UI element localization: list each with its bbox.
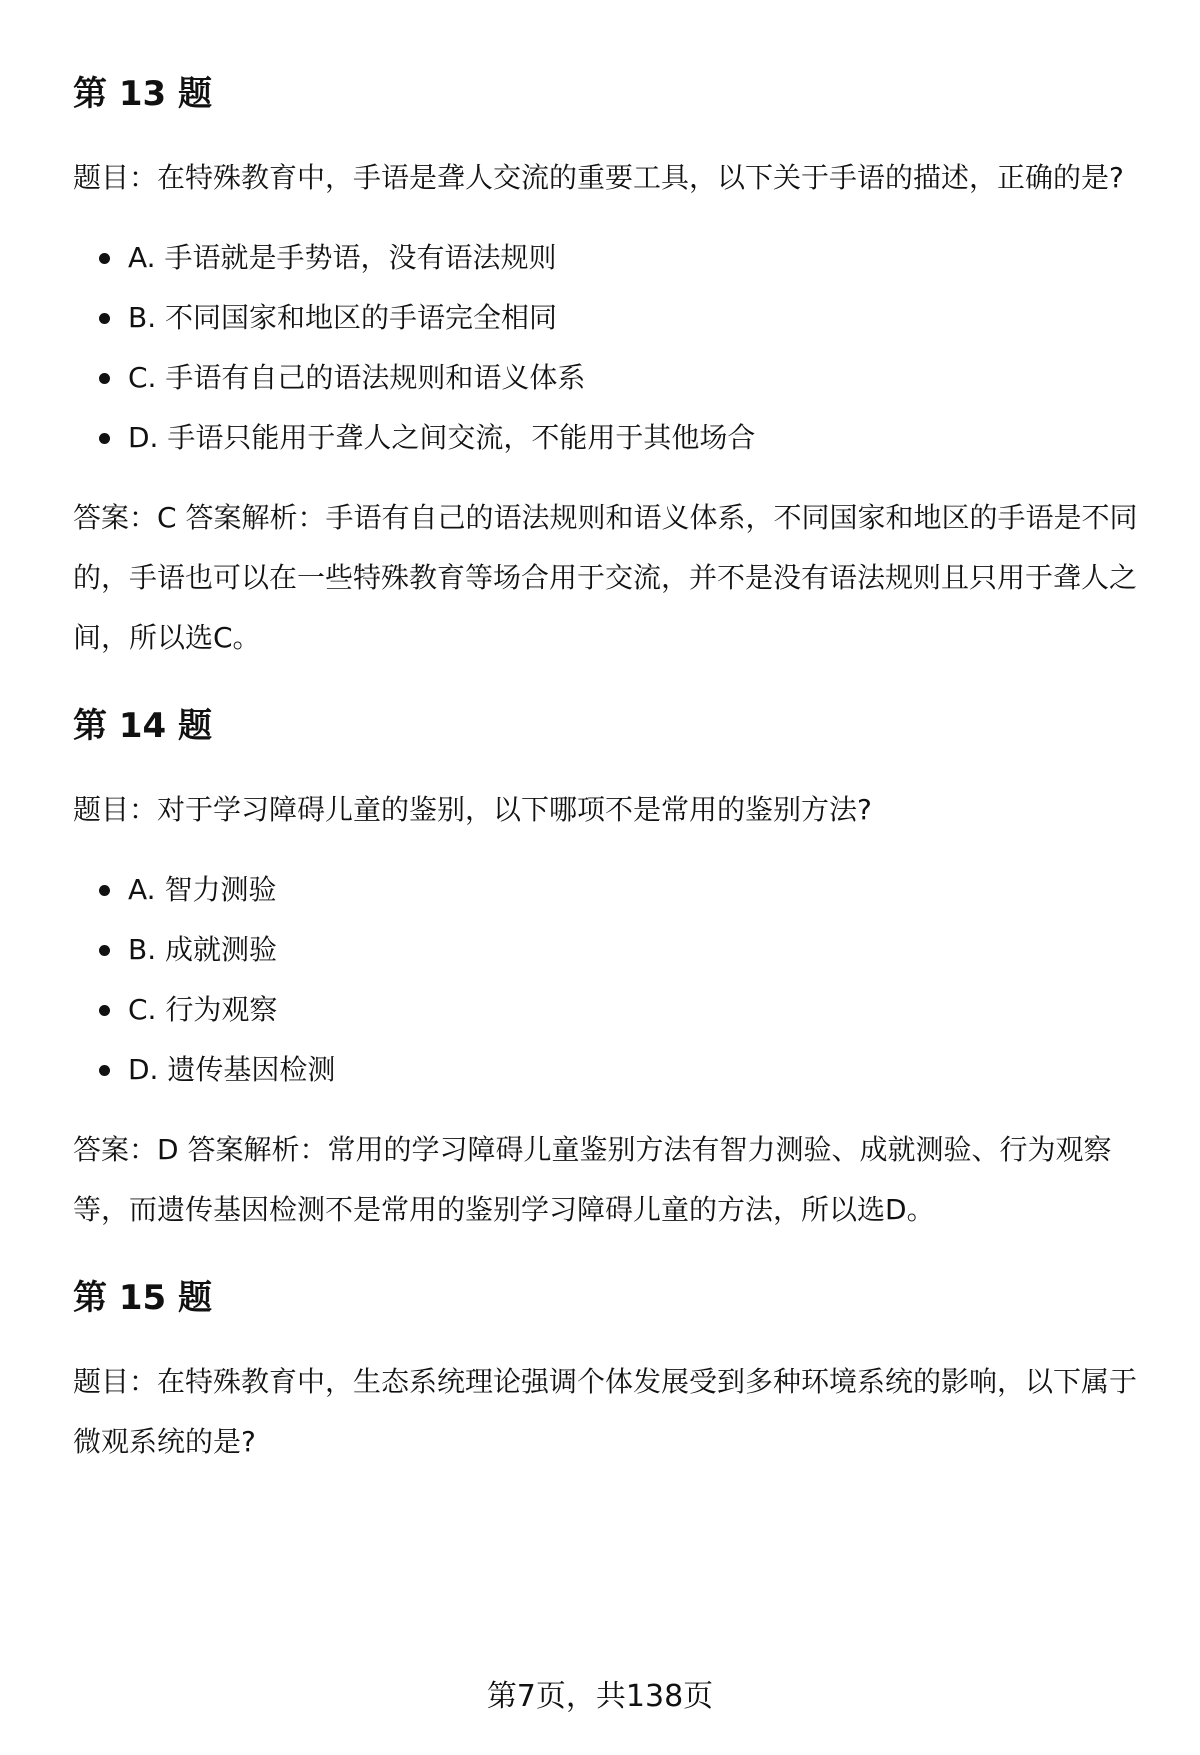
bullet-icon	[99, 253, 110, 264]
option-b	[73, 920, 1148, 980]
option-text: A. 手语就是手势语，没有语法规则	[128, 241, 557, 274]
question-stem: 题目：对于学习障碍儿童的鉴别，以下哪项不是常用的鉴别方法?	[73, 793, 872, 826]
question-heading: 第 14 题	[73, 706, 212, 746]
bullet-icon	[99, 885, 110, 896]
bullet-icon	[99, 373, 110, 384]
option-text: C. 行为观察	[128, 993, 278, 1026]
page-content	[73, 58, 1148, 1472]
bullet-icon	[99, 313, 110, 324]
page-number: 第7页，共138页	[486, 1679, 714, 1714]
answer-explanation: 答案：C 答案解析：手语有自己的语法规则和语义体系，不同国家和地区的手语是不同的，手语也可以在一些特殊教育等场合用于交流，并不是没有语法规则且只用于聋人之间，所以选C。	[73, 501, 1138, 654]
bullet-icon	[99, 945, 110, 956]
option-text: B. 不同国家和地区的手语完全相同	[128, 301, 558, 334]
question-15	[73, 1262, 1148, 1472]
option-d	[73, 408, 1148, 468]
option-a	[73, 860, 1148, 920]
bullet-icon	[99, 1065, 110, 1076]
option-b	[73, 288, 1148, 348]
question-14	[73, 690, 1148, 1240]
option-text: A. 智力测验	[128, 873, 277, 906]
option-text: B. 成就测验	[128, 933, 278, 966]
question-13	[73, 58, 1148, 668]
bullet-icon	[99, 433, 110, 444]
question-heading: 第 13 题	[73, 74, 212, 114]
option-c	[73, 980, 1148, 1040]
answer-explanation: 答案：D 答案解析：常用的学习障碍儿童鉴别方法有智力测验、成就测验、行为观察等，而遗传基因检测不是常用的鉴别学习障碍儿童的方法，所以选D。	[73, 1133, 1112, 1226]
option-d	[73, 1040, 1148, 1100]
option-list	[73, 228, 1148, 468]
option-a	[73, 228, 1148, 288]
option-list	[73, 860, 1148, 1100]
question-stem: 题目：在特殊教育中，手语是聋人交流的重要工具，以下关于手语的描述，正确的是?	[73, 161, 1124, 194]
bullet-icon	[99, 1005, 110, 1016]
option-text: D. 手语只能用于聋人之间交流，不能用于其他场合	[128, 421, 756, 454]
option-c	[73, 348, 1148, 408]
question-heading: 第 15 题	[73, 1278, 212, 1318]
question-stem: 题目：在特殊教育中，生态系统理论强调个体发展受到多种环境系统的影响，以下属于微观系统的是?	[73, 1365, 1138, 1458]
option-text: D. 遗传基因检测	[128, 1053, 336, 1086]
option-text: C. 手语有自己的语法规则和语义体系	[128, 361, 586, 394]
